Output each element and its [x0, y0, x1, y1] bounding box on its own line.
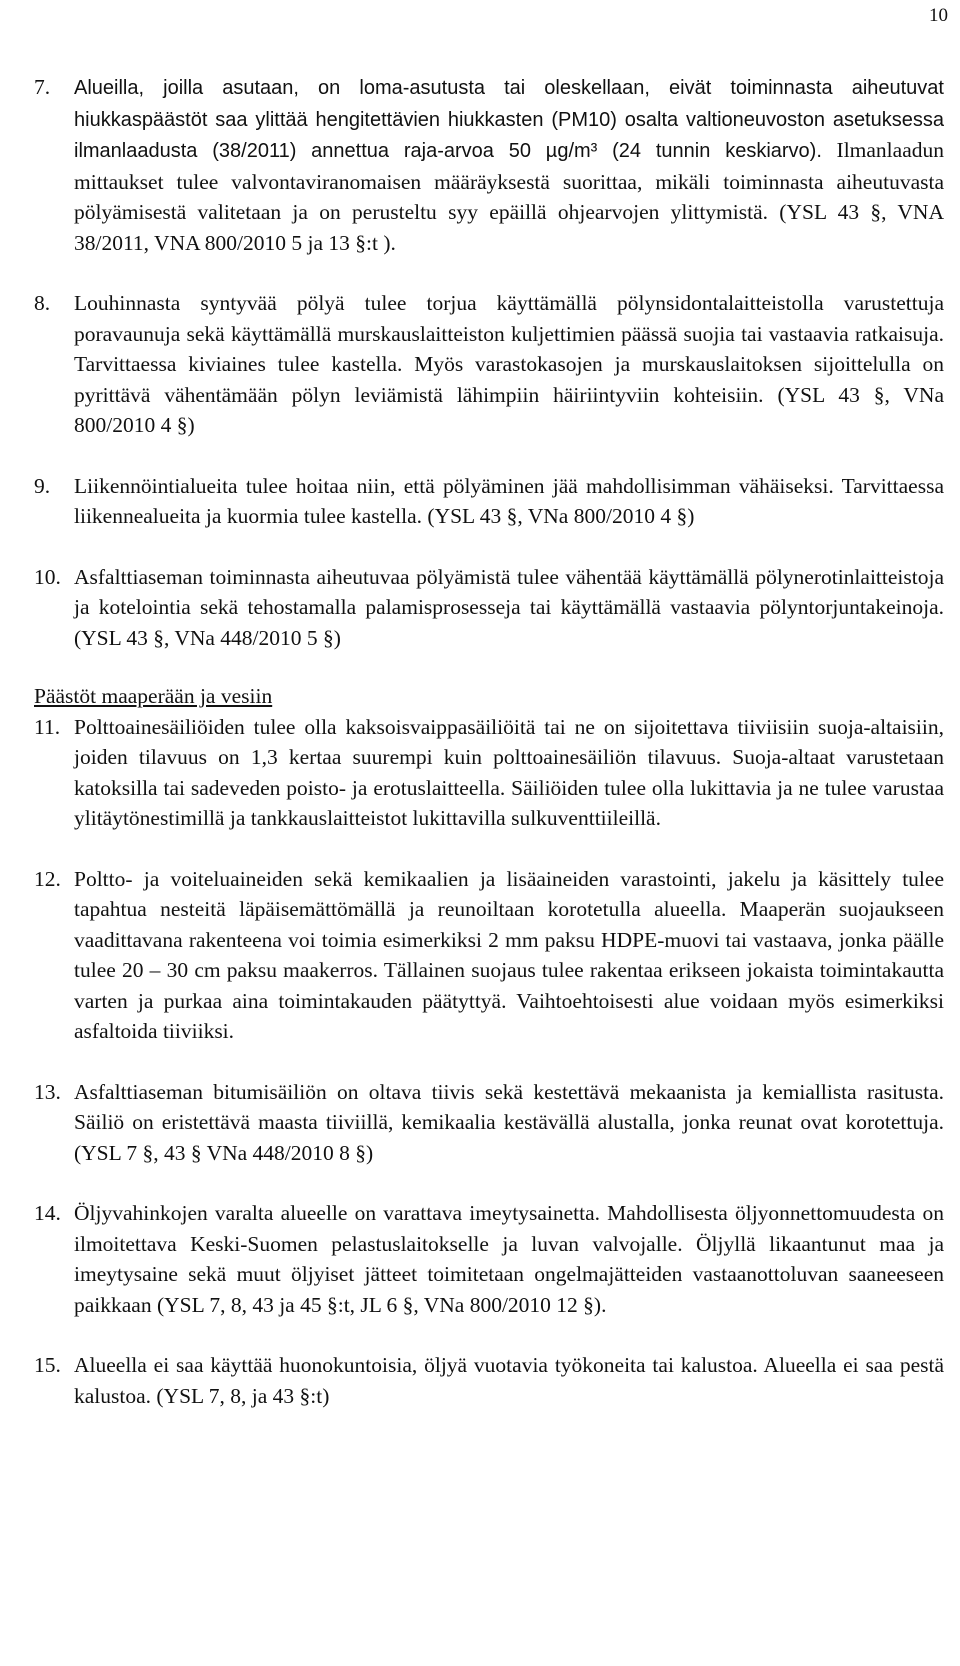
item-number: 13.	[34, 1079, 61, 1104]
item-number: 10.	[34, 564, 61, 589]
item-text: Öljyvahinkojen varalta alueelle on varattava imeytysainetta. Mahdollisesta öljyonnettomuudesta on ilmoitettava Keski-Suomen pelastuslaitokselle ja luvan valvojalle. Öljyllä likaantunut maa ja imeytysaine sekä muut öljyiset jätteet toimitetaan ongelmajätteiden vastaanottoluvan saaneeseen paikkaan (YSL 7, 8, 43 ja 45 §:t, JL 6 §, VNa 800/2010 12 §).	[74, 1201, 944, 1317]
item-text	[74, 72, 944, 258]
item-number: 12.	[34, 866, 61, 891]
item-text: Louhinnasta syntyvää pölyä tulee torjua käyttämällä pölynsidontalaitteistolla varustettuja poravaunuja sekä käyttämällä murskauslaitteiston kuljettimien päässä suojia tai vastaavia ratkaisuja. Tarvittaessa kiviaines tulee kastella. Myös varastokasojen ja murskauslaitoksen sijoittelulla on pyrittävä vähentämään pölyn leviämistä lähimpiin häiriintyviin kohteisiin. (YSL 43 §, VNa 800/2010 4 §)	[74, 291, 944, 437]
item-number: 11.	[34, 714, 61, 739]
list-item-9	[34, 471, 944, 532]
item-number: 14.	[34, 1201, 61, 1225]
item-text: Polttoainesäiliöiden tulee olla kaksoisvaippasäiliöitä tai ne on sijoitettava tiiviisiin suoja-altaisiin, joiden tilavuus on 1,3 kertaa suurempi kuin polttoainesäiliön tilavuus. Suoja-altaat varustetaan katoksilla tai sadeveden poisto- ja erotuslaitteella. Säiliöiden tulee olla lukittavia ja ne tulee varustaa ylitäytönestimillä ja tankkauslaitteistot lukittavilla sulkuventtiileillä.	[74, 714, 944, 830]
list-item-10	[34, 562, 944, 654]
item-text: Asfalttiaseman toiminnasta aiheutuvaa pölyämistä tulee vähentää käyttämällä pölynerotinlaitteistoja ja kotelointia sekä tehostamalla palamisprosesseja tai käyttämällä vastaavia pölyntorjuntakeinoja. (YSL 43 §, VNa 448/2010 5 §)	[74, 564, 944, 650]
item-number: 15.	[34, 1353, 61, 1377]
document-body	[34, 72, 944, 1411]
section-heading: Päästöt maaperään ja vesiin	[34, 684, 273, 708]
list-item-11	[34, 712, 944, 834]
item-text: Alueella ei saa käyttää huonokuntoisia, öljyä vuotavia työkoneita tai kalustoa. Alueella ei saa pestä kalustoa. (YSL 7, 8, ja 43 §:t)	[74, 1353, 944, 1408]
item-number: 8.	[34, 291, 51, 315]
list-item-14	[34, 1198, 944, 1320]
list-item-13	[34, 1077, 944, 1169]
list-item-7	[34, 72, 944, 258]
item-text: Asfalttiaseman bitumisäiliön on oltava tiivis sekä kestettävä mekaanista ja kemiallista rasitusta. Säiliö on eristettävä maasta tiiviillä, kemikaalia kestävällä alustalla, jonka reunat ovat korotettuja. (YSL 7 §, 43 § VNa 448/2010 8 §)	[74, 1079, 944, 1165]
item-text-sans: Alueilla, joilla asutaan, on loma-asutusta tai oleskellaan, eivät toiminnasta aiheutuvat hiukkaspäästöt saa ylittää hengitettävien hiukkasten (PM10) osalta valtioneuvoston asetuksessa ilmanlaadusta (38/2011) annettua raja-arvoa 50 µg/m³ (24 tunnin keskiarvo).	[74, 77, 944, 162]
item-number: 9.	[34, 473, 51, 498]
list-item-12	[34, 864, 944, 1047]
list-item-8	[34, 288, 944, 441]
item-text: Poltto- ja voiteluaineiden sekä kemikaalien ja lisäaineiden varastointi, jakelu ja käsittely tulee tapahtua nesteitä läpäisemättömällä ja reunoiltaan korotetulla alueella. Maaperän suojaukseen vaadittavana rakenteena voi toimia esimerkiksi 2 mm paksu HDPE-muovi tai vastaava, jonka päälle tulee 20 – 30 cm paksu maakerros. Tällainen suojaus tulee rakentaa erikseen jokaista toimintakautta varten ja purkaa aina toimintakauden päätyttyä. Vaihtoehtoisesti alue voidaan myös esimerkiksi asfaltoida tiiviiksi.	[74, 866, 944, 1043]
page-number: 10	[929, 5, 948, 26]
item-number: 7.	[34, 75, 51, 99]
list-item-15	[34, 1350, 944, 1411]
item-text-serif: Ilmanlaadun mittaukset tulee valvontaviranomaisen määräyksestä suorittaa, mikäli toiminnasta aiheutuvasta pölyämisestä valitetaan ja on perusteltu syy epäillä ohjearvojen ylittymistä. (YSL 43 §, VNA 38/2011, VNA 800/2010 5 ja 13 §:t ).	[74, 138, 944, 255]
item-text: Liikennöintialueita tulee hoitaa niin, että pölyäminen jää mahdollisimman vähäiseksi. Tarvittaessa liikennealueita ja kuormia tulee kastella. (YSL 43 §, VNa 800/2010 4 §)	[74, 473, 944, 528]
